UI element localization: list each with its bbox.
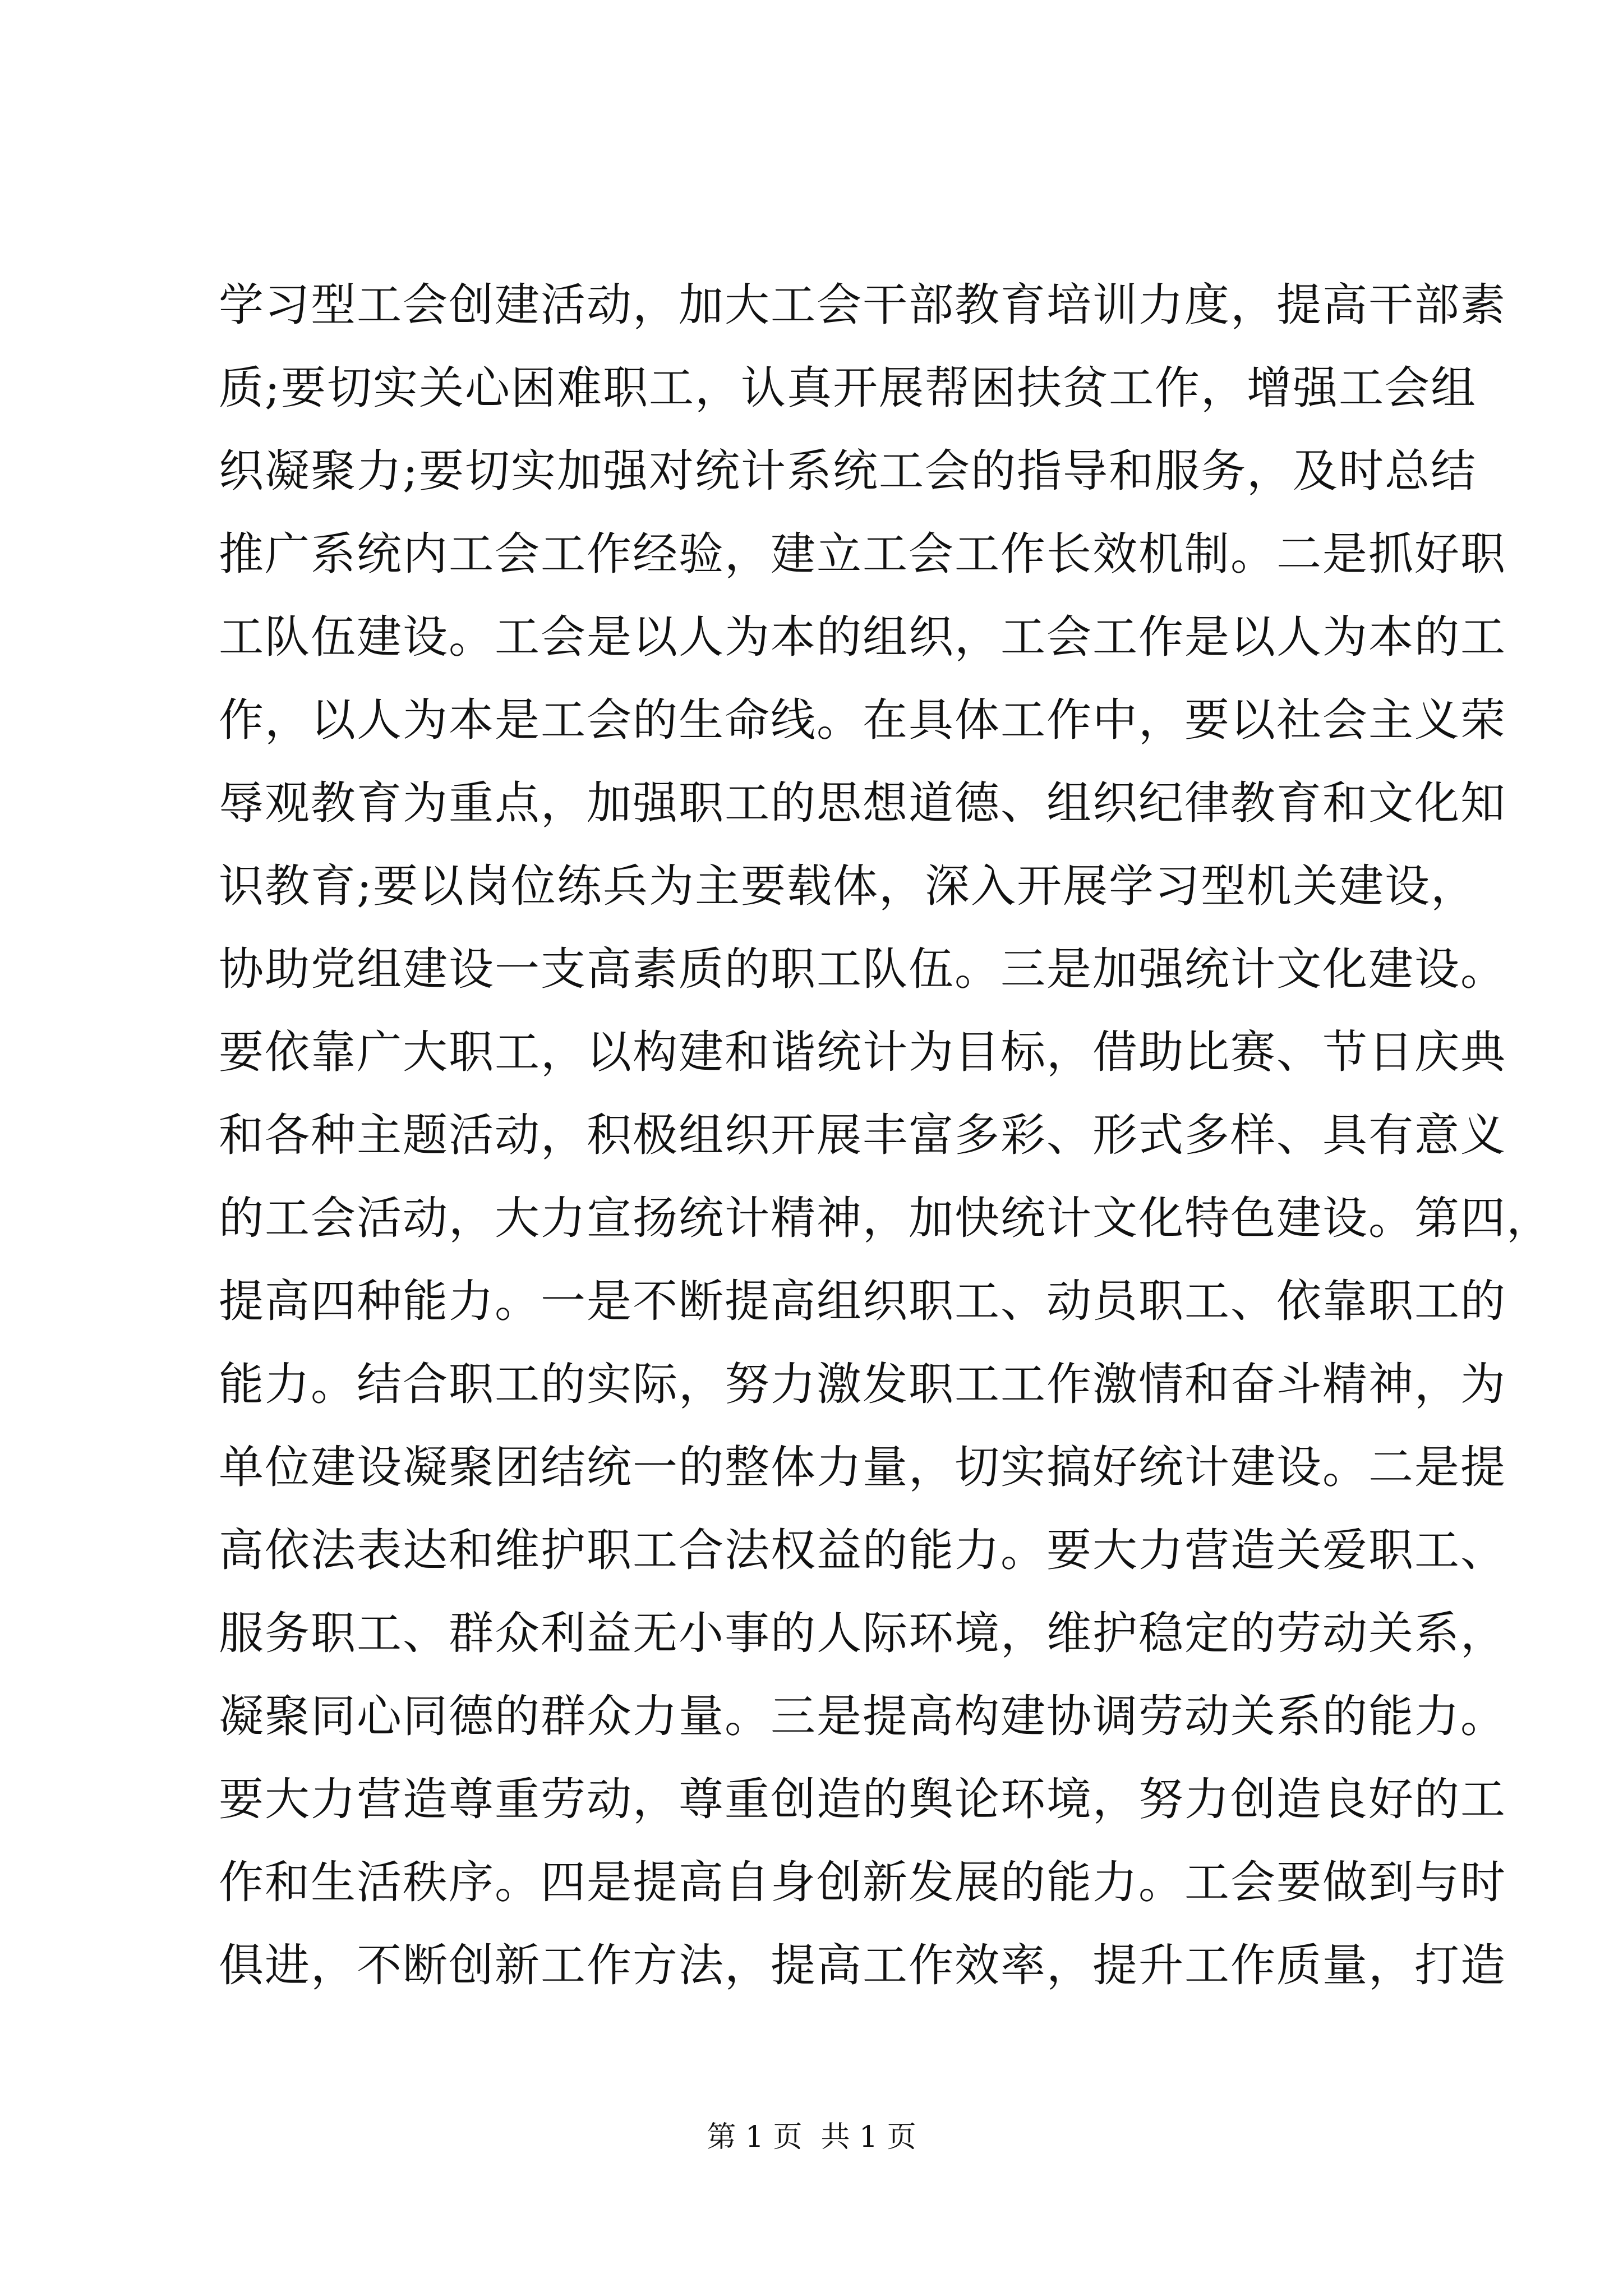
text-line: 俱进，不断创新工作方法，提高工作效率，提升工作质量，打造 <box>219 1939 1506 1991</box>
text-line: 单位建设凝聚团结统一的整体力量，切实搞好统计建设。二是提 <box>219 1441 1506 1493</box>
text-line: 要依靠广大职工，以构建和谐统计为目标，借助比赛、节日庆典 <box>219 1026 1506 1078</box>
text-line: 作和生活秩序。四是提高自身创新发展的能力。工会要做到与时 <box>219 1856 1506 1908</box>
text-line: 协助党组建设一支高素质的职工队伍。三是加强统计文化建设。 <box>219 943 1506 995</box>
text-line: 作，以人为本是工会的生命线。在具体工作中，要以社会主义荣 <box>219 694 1506 746</box>
text-line: 辱观教育为重点，加强职工的思想道德、组织纪律教育和文化知 <box>219 777 1506 829</box>
text-line: 凝聚同心同德的群众力量。三是提高构建协调劳动关系的能力。 <box>219 1690 1506 1742</box>
text-line: 识教育;要以岗位练兵为主要载体，深入开展学习型机关建设， <box>219 860 1477 912</box>
page-number-footer: 第 1 页 共 1 页 <box>707 2120 916 2154</box>
text-line: 学习型工会创建活动，加大工会干部教育培训力度，提高干部素 <box>219 279 1506 331</box>
text-line: 织凝聚力;要切实加强对统计系统工会的指导和服务，及时总结 <box>219 445 1477 497</box>
text-line: 提高四种能力。一是不断提高组织职工、动员职工、依靠职工的 <box>219 1275 1506 1327</box>
text-line: 质;要切实关心困难职工，认真开展帮困扶贫工作，增强工会组 <box>219 362 1477 414</box>
text-line: 和各种主题活动，积极组织开展丰富多彩、形式多样、具有意义 <box>219 1109 1506 1161</box>
text-line: 的工会活动，大力宣扬统计精神，加快统计文化特色建设。第四， <box>219 1192 1552 1244</box>
text-line: 工队伍建设。工会是以人为本的组织，工会工作是以人为本的工 <box>219 611 1506 663</box>
text-line: 能力。结合职工的实际，努力激发职工工作激情和奋斗精神，为 <box>219 1358 1506 1410</box>
text-line: 服务职工、群众利益无小事的人际环境，维护稳定的劳动关系， <box>219 1607 1506 1659</box>
text-line: 推广系统内工会工作经验，建立工会工作长效机制。二是抓好职 <box>219 528 1506 580</box>
text-line: 高依法表达和维护职工合法权益的能力。要大力营造关爱职工、 <box>219 1524 1506 1576</box>
text-line: 要大力营造尊重劳动，尊重创造的舆论环境，努力创造良好的工 <box>219 1773 1506 1825</box>
body-text <box>219 264 1552 2007</box>
